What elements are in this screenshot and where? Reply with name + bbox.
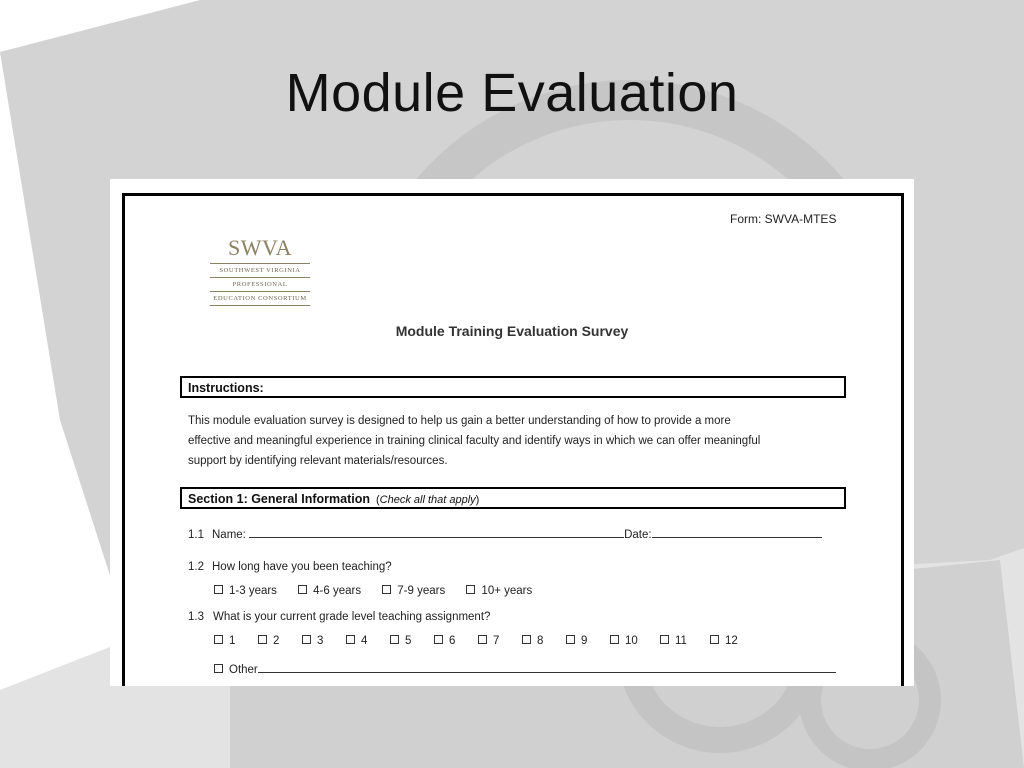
survey-title: Module Training Evaluation Survey xyxy=(395,323,629,339)
question-1-3 xyxy=(188,611,490,623)
checkbox-icon[interactable] xyxy=(302,635,311,644)
question-1-2-text: How long have you been teaching? xyxy=(212,561,392,573)
checkbox-icon[interactable] xyxy=(610,635,619,644)
grade-option-10[interactable]: 10 xyxy=(610,635,660,647)
question-1-2 xyxy=(188,561,392,573)
checkbox-icon[interactable] xyxy=(566,635,575,644)
years-option-4[interactable]: 10+ years xyxy=(466,585,532,597)
question-1-2-number: 1.2 xyxy=(188,561,204,573)
grade-option-3[interactable]: 3 xyxy=(302,635,346,647)
checkbox-icon[interactable] xyxy=(258,635,267,644)
name-label: Name: xyxy=(212,529,246,541)
grade-option-11[interactable]: 11 xyxy=(660,635,710,647)
question-1-1 xyxy=(188,525,822,541)
checkbox-icon[interactable] xyxy=(660,635,669,644)
checkbox-icon[interactable] xyxy=(390,635,399,644)
instructions-line-3: support by identifying relevant materials/resources. xyxy=(188,455,448,467)
other-label: Other xyxy=(229,664,258,676)
instructions-heading-label: Instructions: xyxy=(188,381,264,395)
other-field[interactable] xyxy=(258,660,836,673)
survey-form-image xyxy=(110,179,914,686)
logo-line-1: SOUTHWEST VIRGINIA xyxy=(219,267,301,274)
instructions-text xyxy=(188,411,848,471)
logo-line-3: EDUCATION CONSORTIUM xyxy=(213,295,307,302)
section1-heading xyxy=(180,487,846,509)
section1-heading-label: Section 1: General Information xyxy=(188,492,370,506)
question-1-2-options xyxy=(214,585,550,597)
checkbox-icon[interactable] xyxy=(346,635,355,644)
checkbox-icon[interactable] xyxy=(214,635,223,644)
grade-option-9[interactable]: 9 xyxy=(566,635,610,647)
grade-option-6[interactable]: 6 xyxy=(434,635,478,647)
checkbox-icon[interactable] xyxy=(382,585,391,594)
years-option-2[interactable]: 4-6 years xyxy=(298,585,361,597)
instructions-line-1: This module evaluation survey is designed to help us gain a better understanding of how to provide a more xyxy=(188,415,731,427)
grade-option-5[interactable]: 5 xyxy=(390,635,434,647)
form-id: Form: SWVA-MTES xyxy=(730,212,837,226)
question-1-3-number: 1.3 xyxy=(188,611,204,623)
question-1-1-number: 1.1 xyxy=(188,529,204,541)
instructions-heading xyxy=(180,376,846,398)
name-field[interactable] xyxy=(249,525,624,538)
grade-option-2[interactable]: 2 xyxy=(258,635,302,647)
section1-note: (Check all that apply) xyxy=(375,494,480,506)
checkbox-icon[interactable] xyxy=(298,585,307,594)
grade-option-7[interactable]: 7 xyxy=(478,635,522,647)
grade-other-option[interactable] xyxy=(214,660,836,676)
checkbox-icon[interactable] xyxy=(214,664,223,673)
grade-option-4[interactable]: 4 xyxy=(346,635,390,647)
checkbox-icon[interactable] xyxy=(478,635,487,644)
logo-line-2: PROFESSIONAL xyxy=(232,281,288,288)
checkbox-icon[interactable] xyxy=(466,585,475,594)
grade-option-12[interactable]: 12 xyxy=(710,635,760,647)
checkbox-icon[interactable] xyxy=(710,635,719,644)
instructions-line-2: effective and meaningful experience in training clinical faculty and identify ways in which we can offer meaningful xyxy=(188,435,761,447)
checkbox-icon[interactable] xyxy=(434,635,443,644)
slide-title: Module Evaluation xyxy=(285,63,739,123)
checkbox-icon[interactable] xyxy=(522,635,531,644)
logo-main-text: SWVA xyxy=(228,235,292,260)
years-option-1[interactable]: 1-3 years xyxy=(214,585,277,597)
years-option-3[interactable]: 7-9 years xyxy=(382,585,445,597)
date-field[interactable] xyxy=(652,525,822,538)
swva-logo xyxy=(210,235,310,308)
grade-option-8[interactable]: 8 xyxy=(522,635,566,647)
grade-option-1[interactable]: 1 xyxy=(214,635,258,647)
question-1-3-text: What is your current grade level teaching assignment? xyxy=(213,611,491,623)
checkbox-icon[interactable] xyxy=(214,585,223,594)
question-1-3-options xyxy=(214,635,760,647)
date-label: Date: xyxy=(624,529,652,541)
